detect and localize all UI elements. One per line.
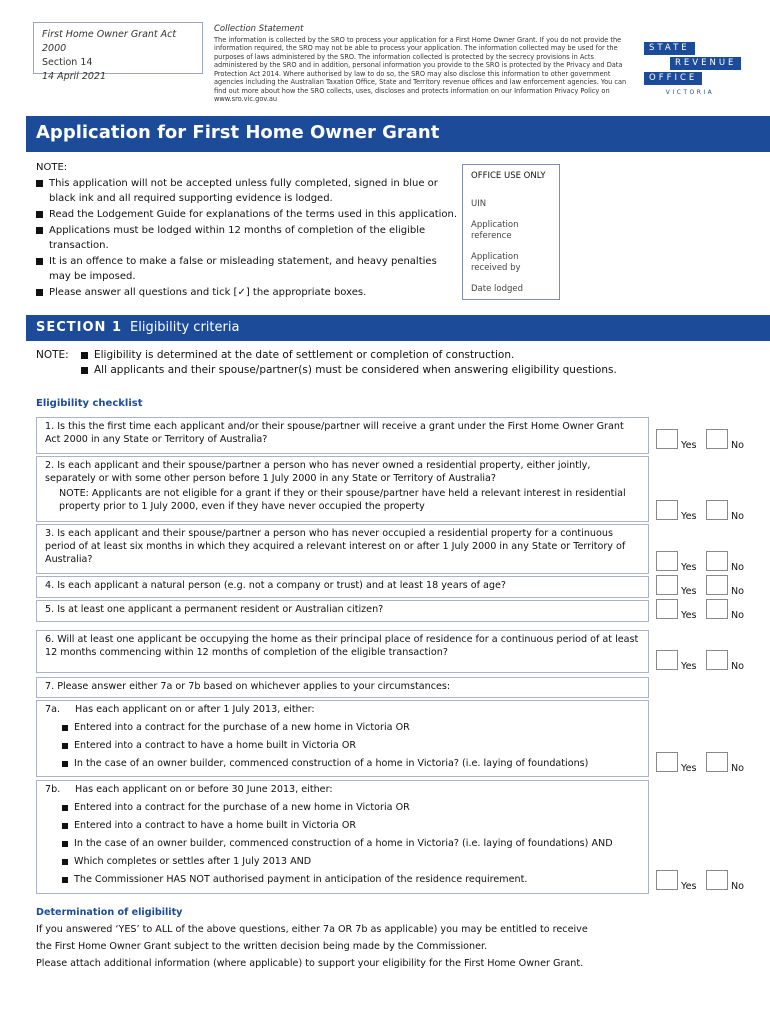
- no-label: No: [731, 586, 745, 597]
- yes-label: Yes: [681, 511, 697, 522]
- yes-checkbox-q5[interactable]: [656, 599, 678, 619]
- note-heading: NOTE:: [36, 162, 68, 173]
- question-7a-label: 7a.: [45, 704, 61, 715]
- section-note-item: All applicants and their spouse/partner(s) must be considered when answering eligibility questions.: [94, 364, 617, 376]
- question-2-note: NOTE: Applicants are not eligible for a grant if they or their spouse/partner have held a relevant interest in residential property prior to 1 July 2000, even if they have never occupied the property: [59, 488, 626, 512]
- determination-line: the First Home Owner Grant subject to the written decision being made by the Commissioner.: [36, 941, 488, 952]
- collection-statement: [214, 25, 634, 104]
- yes-label: Yes: [681, 610, 697, 621]
- section-number: SECTION 1: [36, 320, 122, 335]
- question-7: [36, 677, 649, 698]
- bullet-square-icon: [36, 258, 43, 265]
- logo-word-revenue: REVENUE: [670, 57, 741, 70]
- no-checkbox-q3[interactable]: [706, 551, 728, 571]
- yes-checkbox-q7a[interactable]: [656, 752, 678, 772]
- question-4: [36, 576, 649, 598]
- act-name: First Home Owner Grant Act 2000: [42, 29, 177, 54]
- question-6-text: 6. Will at least one applicant be occupying the home as their principal place of residence for a continuous period of at least 12 months commencing within 12 months of completion of the eligible transaction?: [45, 634, 639, 658]
- yes-no-q4: [656, 575, 766, 601]
- question-5-text: 5. Is at least one applicant a permanent resident or Australian citizen?: [45, 604, 384, 615]
- no-label: No: [731, 610, 745, 621]
- yes-no-q1: [656, 429, 766, 455]
- act-section: Section 14: [42, 57, 93, 68]
- note-item: Read the Lodgement Guide for explanations of the terms used in this application.: [36, 207, 461, 222]
- no-label: No: [731, 511, 745, 522]
- note-item: This application will not be accepted unless fully completed, signed in blue or black ink and all required supporting evidence is lodged.: [36, 176, 461, 206]
- bullet-square-icon: [36, 211, 43, 218]
- bullet-square-icon: [62, 823, 68, 829]
- question-7b: [36, 780, 649, 894]
- page-title: Application for First Home Owner Grant: [36, 122, 440, 143]
- no-label: No: [731, 562, 745, 573]
- question-7-text: 7. Please answer either 7a or 7b based on whichever applies to your circumstances:: [45, 681, 451, 692]
- yes-checkbox-q7b[interactable]: [656, 870, 678, 890]
- determination-section: [36, 904, 588, 972]
- bullet-square-icon: [62, 761, 68, 767]
- bullet-square-icon: [62, 725, 68, 731]
- bullet-square-icon: [36, 180, 43, 187]
- no-checkbox-q1[interactable]: [706, 429, 728, 449]
- bullet-square-icon: [81, 352, 88, 359]
- no-label: No: [731, 661, 745, 672]
- no-checkbox-q2[interactable]: [706, 500, 728, 520]
- bullet-square-icon: [36, 227, 43, 234]
- yes-checkbox-q2[interactable]: [656, 500, 678, 520]
- office-use-box: [462, 164, 560, 300]
- determination-line: If you answered ‘YES’ to ALL of the above questions, either 7a OR 7b as applicable) you may be entitled to receive: [36, 924, 588, 935]
- question-1: [36, 417, 649, 454]
- bullet-square-icon: [62, 859, 68, 865]
- yes-no-q7b: [656, 870, 766, 896]
- no-checkbox-q4[interactable]: [706, 575, 728, 595]
- yes-checkbox-q4[interactable]: [656, 575, 678, 595]
- yes-checkbox-q3[interactable]: [656, 551, 678, 571]
- office-field-uin: UIN: [471, 199, 487, 209]
- bullet-square-icon: [81, 367, 88, 374]
- question-7b-item: Entered into a contract for the purchase of a new home in Victoria OR: [74, 802, 410, 813]
- no-label: No: [731, 881, 745, 892]
- question-7b-label: 7b.: [45, 784, 61, 795]
- yes-checkbox-q6[interactable]: [656, 650, 678, 670]
- title-band: [26, 116, 770, 152]
- question-3: [36, 524, 649, 574]
- office-field-date-lodged: Date lodged: [471, 284, 523, 294]
- yes-label: Yes: [681, 661, 697, 672]
- question-7b-item: In the case of an owner builder, commenced construction of a home in Victoria? (i.e. laying of foundations) AND: [74, 838, 613, 849]
- question-2: [36, 456, 649, 522]
- act-date: 14 April 2021: [42, 71, 107, 82]
- bullet-square-icon: [62, 877, 68, 883]
- section-note: [36, 348, 617, 378]
- note-item: Please answer all questions and tick [✓] the appropriate boxes.: [36, 285, 461, 300]
- question-6: [36, 630, 649, 673]
- logo-word-office: OFFICE: [644, 72, 702, 85]
- office-field-application-reference: Application reference: [471, 220, 519, 241]
- yes-no-q3: [656, 551, 766, 577]
- question-7a-item: In the case of an owner builder, commenced construction of a home in Victoria? (i.e. laying of foundations): [74, 758, 589, 769]
- question-7b-item: Which completes or settles after 1 July 2013 AND: [74, 856, 312, 867]
- office-use-heading: OFFICE USE ONLY: [471, 171, 546, 181]
- office-field-received-by: Application received by: [471, 252, 521, 273]
- no-checkbox-q7b[interactable]: [706, 870, 728, 890]
- yes-checkbox-q1[interactable]: [656, 429, 678, 449]
- section-note-item: Eligibility is determined at the date of settlement or completion of construction.: [94, 349, 515, 361]
- question-3-text: 3. Is each applicant and their spouse/partner a person who has never occupied a residential property for a continuous period of at least six months in which they acquired a relevant interest on or after 1 July 2000 in any State or Territory of Australia?: [45, 528, 626, 565]
- yes-label: Yes: [681, 763, 697, 774]
- yes-no-q7a: [656, 752, 766, 778]
- no-checkbox-q6[interactable]: [706, 650, 728, 670]
- no-label: No: [731, 763, 745, 774]
- yes-label: Yes: [681, 440, 697, 451]
- logo-word-victoria: VICTORIA: [665, 89, 715, 96]
- note-item: It is an offence to make a false or misleading statement, and heavy penalties may be imposed.: [36, 254, 461, 284]
- section-band: [26, 315, 770, 341]
- question-2-text: 2. Is each applicant and their spouse/partner a person who has never owned a residential property, either jointly, separately or with some other person before 1 July 2000 in any State or Territory of Australia?: [45, 460, 591, 484]
- determination-heading: Determination of eligibility: [36, 907, 183, 918]
- section-title: Eligibility criteria: [130, 320, 240, 335]
- no-label: No: [731, 440, 745, 451]
- question-7b-item: Entered into a contract to have a home built in Victoria OR: [74, 820, 357, 831]
- question-1-text: 1. Is this the first time each applicant and/or their spouse/partner will receive a grant under the First Home Owner Grant Act 2000 in any State or Territory of Australia?: [45, 421, 624, 445]
- yes-label: Yes: [681, 881, 697, 892]
- collection-statement-title: Collection Statement: [214, 24, 304, 34]
- checklist-heading: Eligibility checklist: [36, 398, 143, 409]
- question-7b-item: The Commissioner HAS NOT authorised payment in anticipation of the residence requirement.: [74, 874, 528, 885]
- note-section: [36, 160, 461, 300]
- bullet-square-icon: [36, 289, 43, 296]
- question-7a-text: Has each applicant on or after 1 July 2013, either:: [75, 704, 315, 715]
- bullet-square-icon: [62, 743, 68, 749]
- yes-no-q6: [656, 650, 766, 676]
- determination-line: Please attach additional information (where applicable) to support your eligibility for the First Home Owner Grant.: [36, 958, 584, 969]
- no-checkbox-q5[interactable]: [706, 599, 728, 619]
- section-note-label: NOTE:: [36, 349, 69, 361]
- bullet-square-icon: [62, 841, 68, 847]
- yes-label: Yes: [681, 586, 697, 597]
- no-checkbox-q7a[interactable]: [706, 752, 728, 772]
- collection-statement-text: The information is collected by the SRO to process your application for a First Home Owner Grant. If you do not provide the information required, the SRO may not be able to process your application. The information collected may be used for the purposes of laws administered by the SRO. The information collected is protected by the secrecy provisions in Acts administered by the SRO and in addition, personal information you provide to the SRO is protected by the Privacy and Data Protection Act 2014. Where authorised by law to do so, the SRO may also disclose this information to other government agencies including the Australian Taxation Office, State and Territory revenue offices and law enforcement agencies. You can find out more about how the SRO collects, uses, discloses and protects information on our Information Privacy Policy on www.sro.vic.gov.au: [214, 35, 627, 103]
- note-item: Applications must be lodged within 12 months of completion of the eligible transaction.: [36, 223, 461, 253]
- bullet-square-icon: [62, 805, 68, 811]
- yes-no-q2: [656, 500, 766, 526]
- question-7a-item: Entered into a contract to have a home built in Victoria OR: [74, 740, 357, 751]
- yes-label: Yes: [681, 562, 697, 573]
- logo-word-state: STATE: [644, 42, 695, 55]
- question-4-text: 4. Is each applicant a natural person (e.g. not a company or trust) and at least 18 years of age?: [45, 580, 506, 591]
- question-5: [36, 600, 649, 622]
- question-7b-text: Has each applicant on or before 30 June 2013, either:: [75, 784, 333, 795]
- sro-logo: [644, 42, 736, 96]
- question-7a-item: Entered into a contract for the purchase of a new home in Victoria OR: [74, 722, 410, 733]
- act-reference-box: [33, 22, 203, 82]
- yes-no-q5: [656, 599, 766, 625]
- question-7a: [36, 700, 649, 777]
